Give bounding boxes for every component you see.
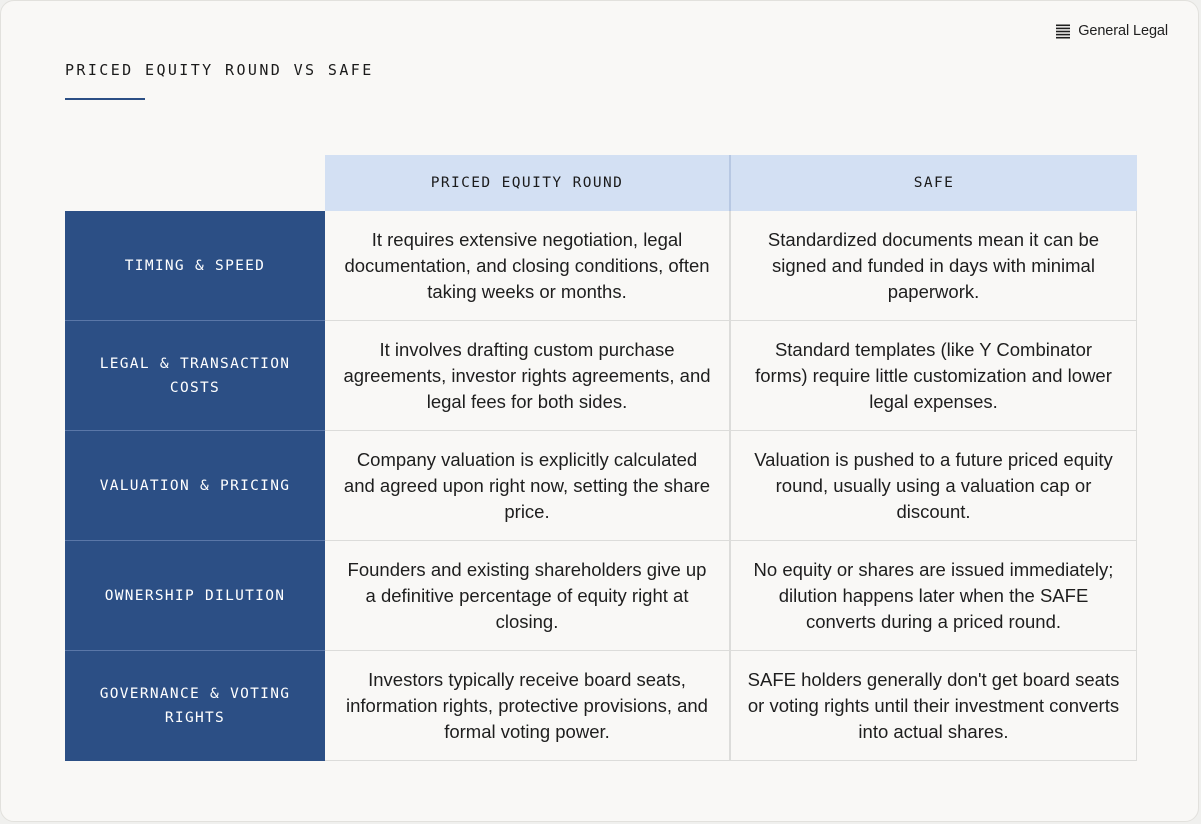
brand-name: General Legal — [1078, 23, 1168, 39]
comparison-table — [65, 155, 1137, 761]
cell-dilution-safe: No equity or shares are issued immediately; dilution happens later when the SAFE converts during a priced round. — [731, 541, 1137, 651]
cell-governance-safe: SAFE holders generally don't get board seats or voting rights until their investment converts into actual shares. — [731, 651, 1137, 761]
row-header-valuation: VALUATION & PRICING — [65, 431, 325, 541]
brand-logo — [1055, 23, 1168, 39]
row-header-governance: GOVERNANCE & VOTING RIGHTS — [65, 651, 325, 761]
row-header-timing: TIMING & SPEED — [65, 211, 325, 321]
cell-costs-priced: It involves drafting custom purchase agreements, investor rights agreements, and legal fees for both sides. — [325, 321, 731, 431]
page-title: PRICED EQUITY ROUND VS SAFE — [65, 61, 374, 79]
table-corner — [65, 155, 325, 211]
cell-costs-safe: Standard templates (like Y Combinator forms) require little customization and lower legal expenses. — [731, 321, 1137, 431]
stacked-lines-icon — [1055, 23, 1071, 39]
cell-valuation-safe: Valuation is pushed to a future priced equity round, usually using a valuation cap or discount. — [731, 431, 1137, 541]
cell-timing-safe: Standardized documents mean it can be signed and funded in days with minimal paperwork. — [731, 211, 1137, 321]
row-header-costs: LEGAL & TRANSACTION COSTS — [65, 321, 325, 431]
cell-dilution-priced: Founders and existing shareholders give up a definitive percentage of equity right at closing. — [325, 541, 731, 651]
cell-valuation-priced: Company valuation is explicitly calculated and agreed upon right now, setting the share price. — [325, 431, 731, 541]
row-header-dilution: OWNERSHIP DILUTION — [65, 541, 325, 651]
column-header-safe: SAFE — [731, 155, 1137, 211]
cell-governance-priced: Investors typically receive board seats, information rights, protective provisions, and formal voting power. — [325, 651, 731, 761]
column-header-priced-equity: PRICED EQUITY ROUND — [325, 155, 731, 211]
cell-timing-priced: It requires extensive negotiation, legal documentation, and closing conditions, often taking weeks or months. — [325, 211, 731, 321]
title-underline — [65, 98, 145, 100]
